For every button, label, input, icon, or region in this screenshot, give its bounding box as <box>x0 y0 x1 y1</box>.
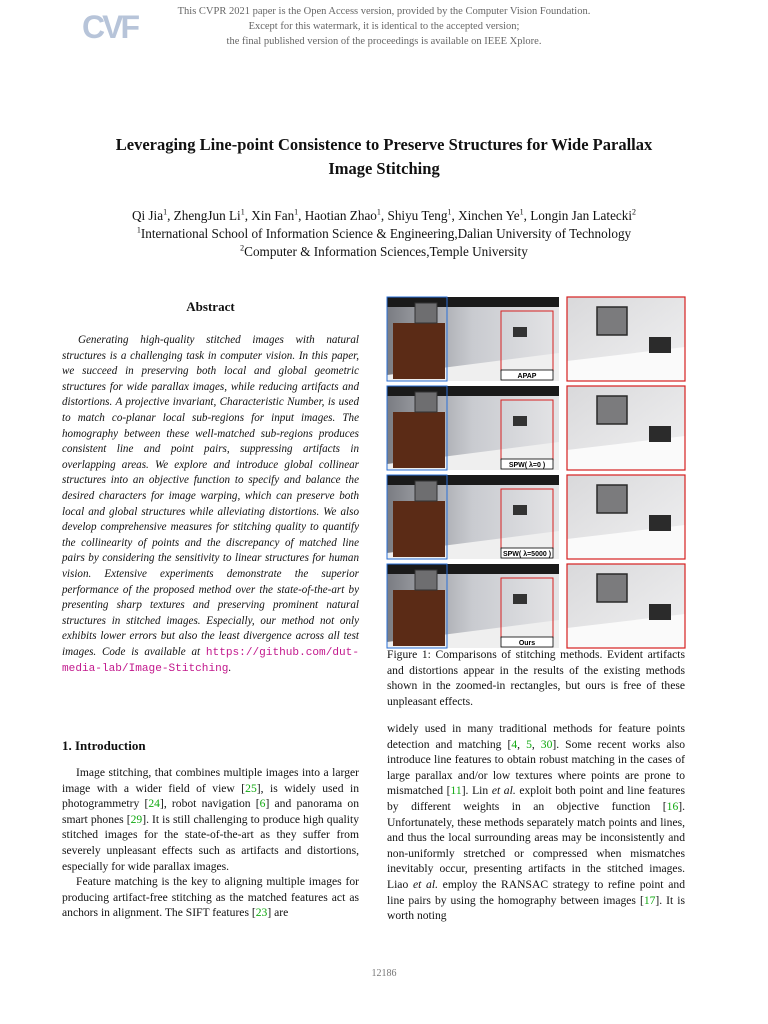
intro-body <box>62 765 359 921</box>
page-number: 12186 <box>371 968 397 979</box>
portrait-frame <box>415 570 437 590</box>
monitor-shape <box>513 416 527 426</box>
method-label: APAP <box>517 373 537 380</box>
door-shape <box>393 323 445 379</box>
author-name: ZhengJun Li <box>173 208 241 223</box>
citation-link[interactable]: 11 <box>450 784 462 798</box>
door-shape <box>393 590 445 646</box>
author-sup: 1 <box>294 207 299 217</box>
italic-text: et al. <box>412 877 438 891</box>
zoomed-monitor <box>649 426 671 442</box>
affil-text: Computer & Information Sciences,Temple University <box>244 244 528 259</box>
author-name: Haotian Zhao <box>304 208 377 223</box>
authors-block <box>30 207 738 261</box>
zoomed-monitor <box>649 515 671 531</box>
title-line: Image Stitching <box>328 159 440 178</box>
citation-link[interactable]: 5 <box>526 737 532 751</box>
zoomed-portrait <box>597 307 627 335</box>
watermark-line: Except for this watermark, it is identical to the accepted version; <box>248 21 520 32</box>
abstract-end: . <box>228 662 232 675</box>
ceiling-strip <box>387 564 559 574</box>
cvf-logo-text: CVF <box>82 9 137 45</box>
author-name: Longin Jan Latecki <box>530 208 633 223</box>
citation-link[interactable]: 16 <box>666 799 679 813</box>
author-sup: 2 <box>632 207 637 217</box>
abstract-heading: Abstract <box>186 299 235 314</box>
author-sup: 1 <box>240 207 245 217</box>
zoomed-portrait <box>597 485 627 513</box>
code-link[interactable]: https://github.com/dut-media-lab/Image-Stitching <box>62 646 359 676</box>
author-name: Xinchen Ye <box>458 208 520 223</box>
italic-text: et al. <box>491 784 516 798</box>
watermark <box>0 4 768 49</box>
figure-1 <box>387 297 685 647</box>
citation-link[interactable]: 25 <box>245 781 257 795</box>
portrait-frame <box>415 481 437 501</box>
intro-paragraph: Feature matching is the key to aligning multiple images for producing artifact-free stitching as the matched features act as anchors in alignment. The SIFT features [23] are <box>62 875 359 920</box>
author-sup: 1 <box>163 207 168 217</box>
figure-caption: Figure 1: Comparisons of stitching methods. Evident artifacts and distortions appear in the results of the existing methods shown in the zoomed-in rectangles, but ours is free of these unpleasant effects. <box>387 648 685 708</box>
monitor-shape <box>513 327 527 337</box>
affiliation-2 <box>30 243 738 261</box>
author-name: Xin Fan <box>251 208 295 223</box>
method-label: SPW( λ=5000 ) <box>502 551 552 558</box>
author-name: Qi Jia <box>131 208 164 223</box>
method-label: Ours <box>518 640 536 647</box>
citation-link[interactable]: 17 <box>643 893 656 907</box>
watermark-line: This CVPR 2021 paper is the Open Access version, provided by the Computer Vision Foundation. <box>177 6 591 17</box>
monitor-shape <box>513 594 527 604</box>
figure-row <box>387 564 685 648</box>
door-shape <box>393 412 445 468</box>
paper-title <box>40 133 728 181</box>
body-paragraph: widely used in many traditional methods for feature points detection and matching [4, 5, 30]. Some recent works also introduce line features to obtain robust matching in the cases of large parallax and/or low textures where points are prone to mismatched [11]. Lin et al. exploit both point and line features by different weights in an objective function [16]. Unfortunately, these methods separately match points and lines, and thus the local surrounding areas may be inconsistently and non-uniformly stretched or compressed when mismatches inevitably occur, presenting artifacts in the stitched images. Liao et al. employ the RANSAC strategy to refine point and line pairs by using the homography between images [17]. It is worth noting <box>387 722 686 923</box>
section-heading-introduction: 1. Introduction <box>62 738 146 753</box>
watermark-line: the final published version of the proceedings is available on IEEE Xplore. <box>226 36 542 47</box>
zoomed-monitor <box>649 604 671 620</box>
author-names: Qi Jia$^1$, ZhengJun Li$^1$, Xin Fan$^1$, Haotian Zhao$^1$, Shiyu Teng$^1$, Xinchen Ye$^1$, Longin Jan Latecki$^2$ <box>131 207 637 223</box>
method-label: SPW( λ=0 ) <box>508 462 546 469</box>
figure-row <box>387 297 685 381</box>
affil-text: International School of Information Science & Engineering,Dalian University of Technology <box>140 226 632 241</box>
figure-row <box>387 475 685 559</box>
figure-row <box>387 386 685 470</box>
author-name: Shiyu Teng <box>387 208 448 223</box>
affiliation-1 <box>30 225 738 243</box>
door-shape <box>393 501 445 557</box>
portrait-frame <box>415 392 437 412</box>
ceiling-strip <box>387 297 559 307</box>
citation-link[interactable]: 30 <box>540 737 553 751</box>
portrait-frame <box>415 303 437 323</box>
affil-sup: 2 <box>240 243 245 253</box>
zoomed-portrait <box>597 396 627 424</box>
citation-link[interactable]: 23 <box>255 906 268 920</box>
ceiling-strip <box>387 386 559 396</box>
right-column-body <box>387 721 685 924</box>
zoomed-monitor <box>649 337 671 353</box>
citation-link[interactable]: 6 <box>259 797 266 811</box>
zoomed-portrait <box>597 574 627 602</box>
monitor-shape <box>513 505 527 515</box>
title-line: Leveraging Line-point Consistence to Preserve Structures for Wide Parallax <box>115 135 653 154</box>
abstract-body <box>62 333 359 678</box>
author-sup: 1 <box>519 207 524 217</box>
intro-paragraph: Image stitching, that combines multiple images into a larger image with a wider field of view [25], is widely used in photogrammetry [24], robot navigation [6] and panorama on smart phones [29]. It is still challenging to produce high quality stitched images for the state-of-the-art as they suffer from severely unpleasant effects such as artifacts and distortions, especially for wide parallax images. <box>62 766 359 873</box>
author-sup: 1 <box>447 207 452 217</box>
citation-link[interactable]: 4 <box>511 737 518 751</box>
affil-sup: 1 <box>136 225 141 235</box>
author-sup: 1 <box>376 207 381 217</box>
ceiling-strip <box>387 475 559 485</box>
citation-link[interactable]: 24 <box>148 797 160 811</box>
abstract-text: Generating high-quality stitched images with natural structures is a challenging task in computer vision. In this paper, we succeed in preserving both local and global geometric structures for wide parallax images, while reducing artifacts and distortions. A projective invariant, Characteristic Number, is used to match co-planar local sub-regions for input images. The homography between these well-matched sub-regions produces consistent line and point pairs, suppressing artifacts in overlapping areas. We explore and introduce global collinear structures into an objective function to specify and balance the desired characters for image warping, which can preserve both local and global structures while alleviating distortions. We also develop comprehensive measures for stitching quality to quantify the collinearity of points and the discrepancy of matched line pairs by considering the sensitivity to linear structures for human vision. Extensive experiments demonstrate the superior performance of the proposed method over the state-of-the-art by presenting sharp textures and preserving prominent natural structures in stitched images. Especially, our method not only exhibits lower errors but also the least divergence across all test images. Code is available at <box>62 334 359 658</box>
citation-link[interactable]: 29 <box>130 812 143 826</box>
